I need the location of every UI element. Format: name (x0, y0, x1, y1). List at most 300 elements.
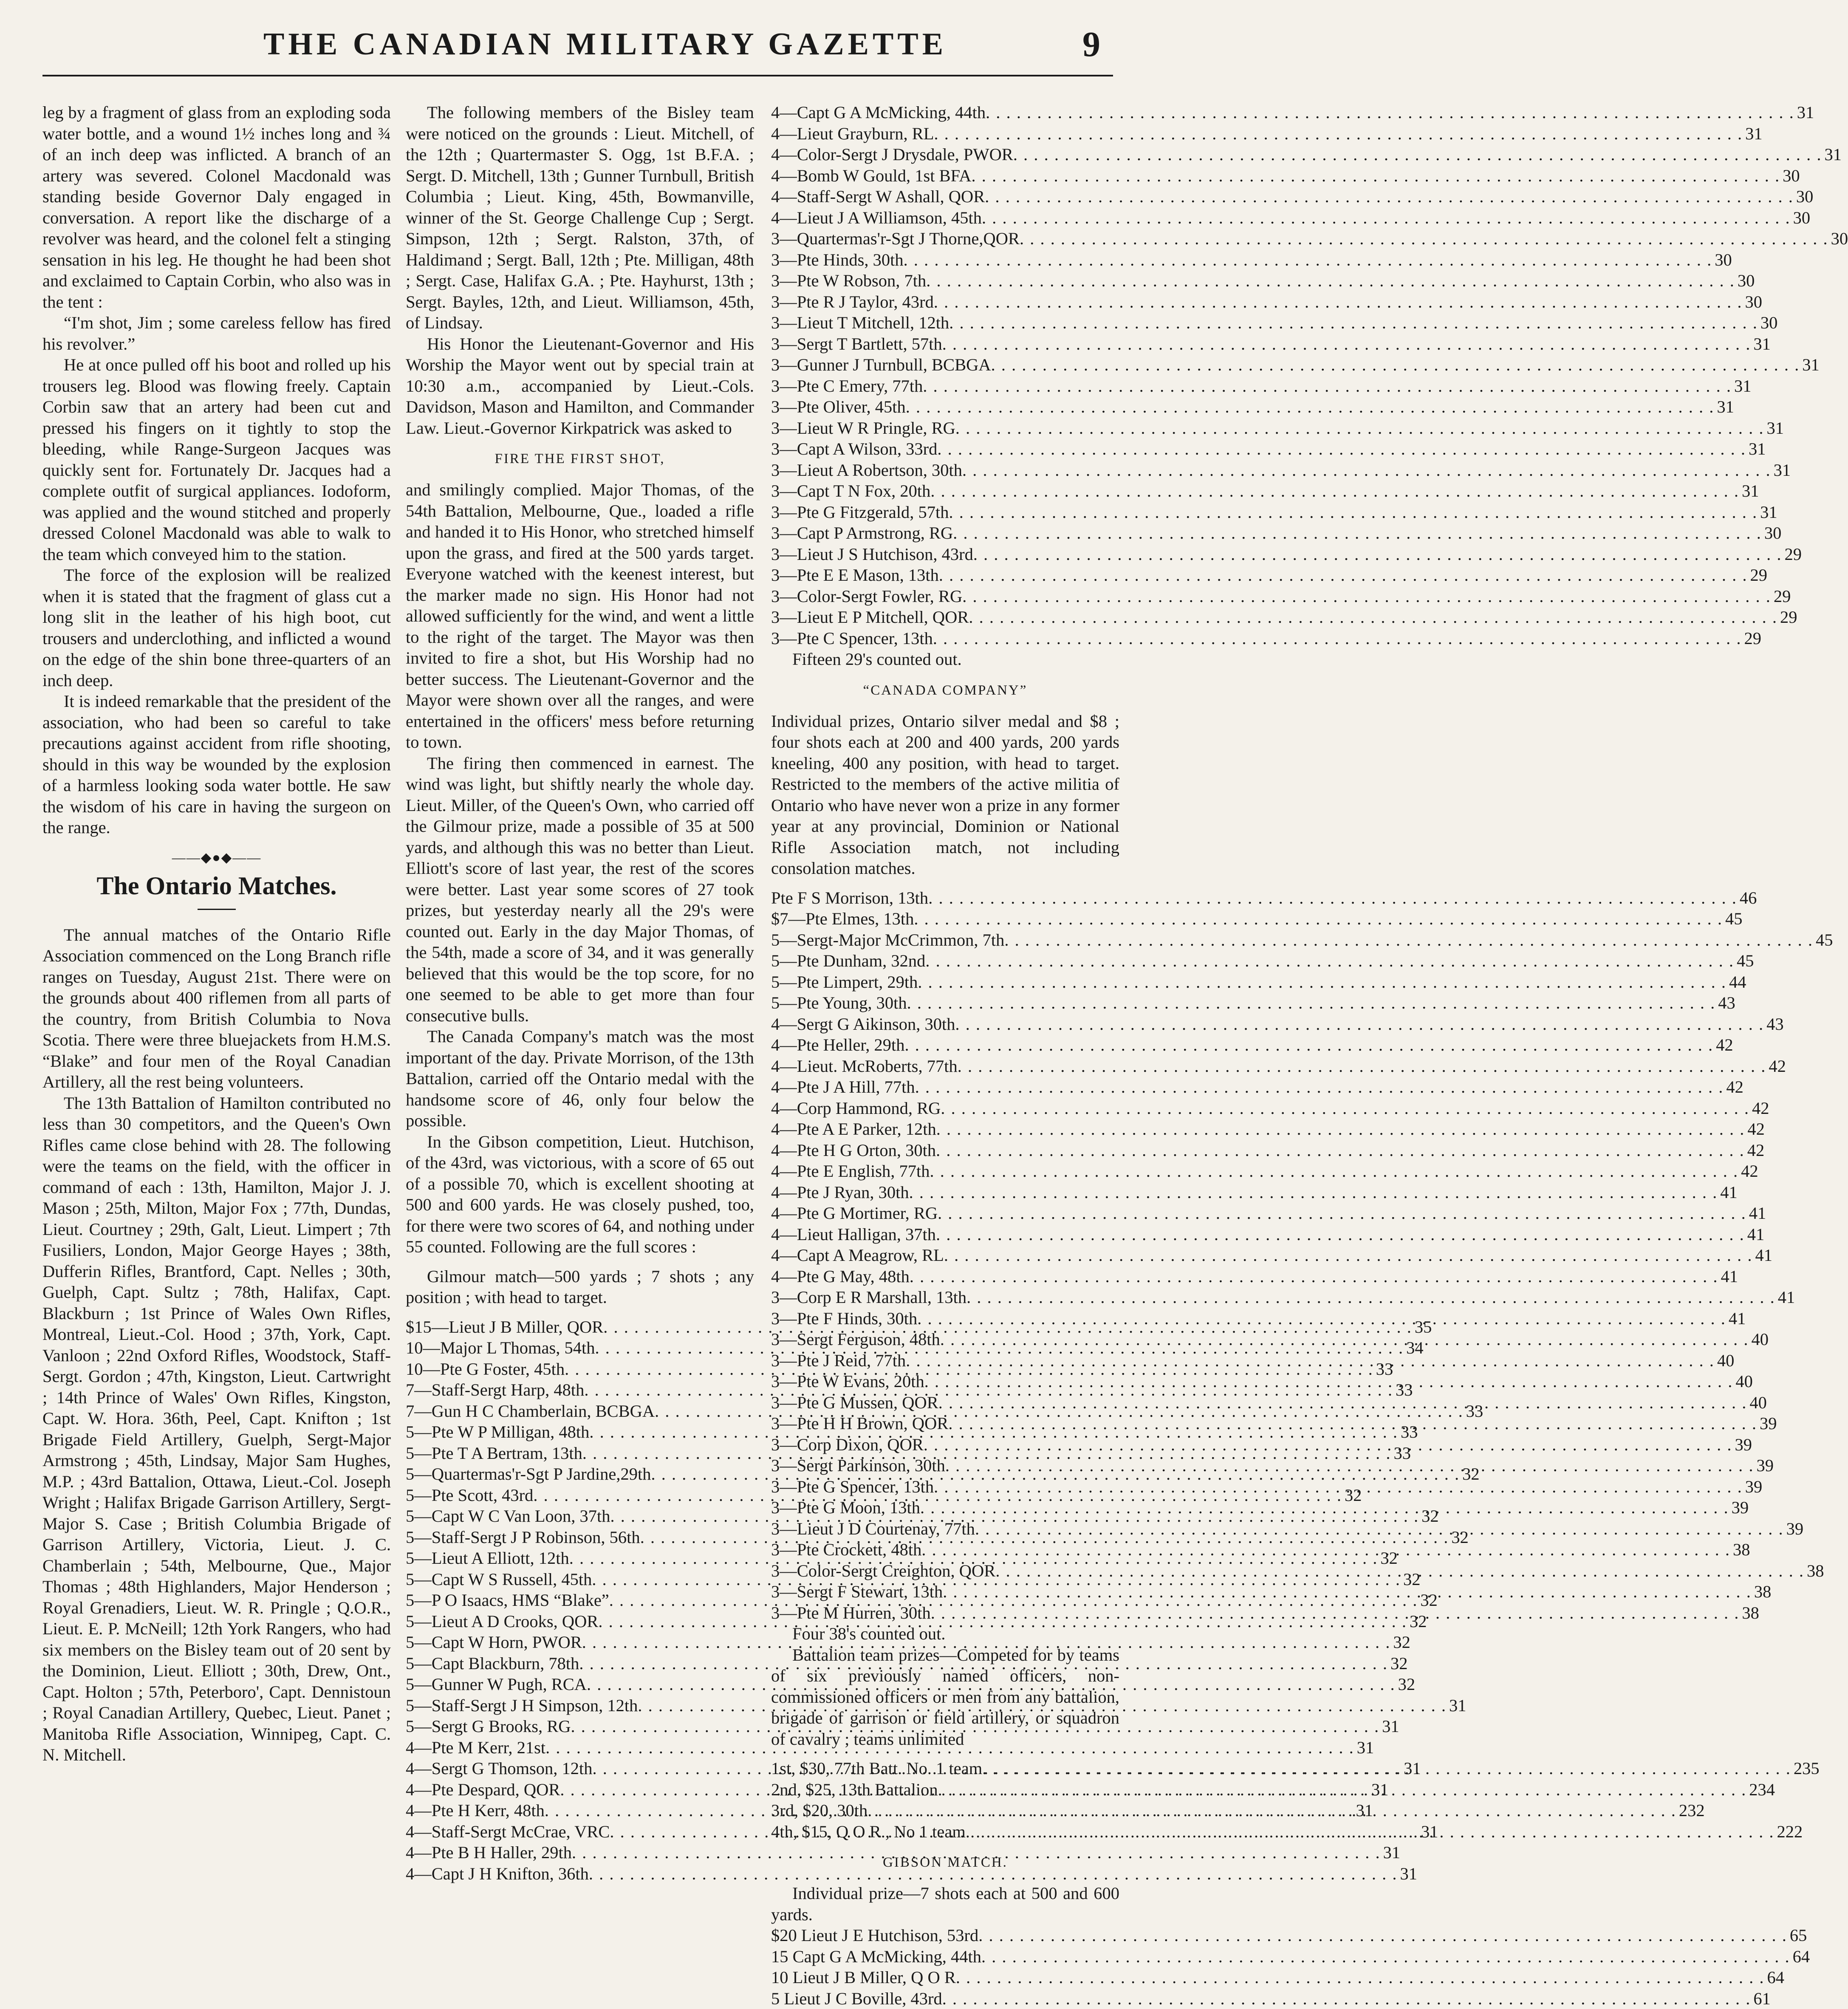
competitor-name: 5—Gunner W Pugh, RCA (406, 1674, 587, 1695)
gibson-scores-list (771, 1925, 1119, 2009)
article-paragraph: “I'm shot, Jim ; some careless fellow has fired his revolver.” (42, 312, 391, 354)
competitor-name: 3—Sergt Parkinson, 30th (771, 1455, 945, 1476)
canada-company-scores-list (771, 887, 1119, 1624)
score-row (771, 1056, 1119, 1077)
competitor-name: 1st, $30, 77th Batt. No. 1 team (771, 1758, 982, 1779)
score-row (771, 228, 1119, 249)
competitor-score: 39 (1729, 1497, 1749, 1518)
article-paragraph: The force of the explosion will be realized when it is stated that the fragment of glass cut a long slit in the leather of his high boot, cut trousers and underclothing, and inflicted a wound on the edge of the shin bone three-quarters of an inch deep. (42, 565, 391, 691)
score-row (406, 1401, 754, 1422)
competitor-name: 4—Pte J Ryan, 30th (771, 1182, 909, 1203)
competitor-score: 29 (1777, 607, 1797, 628)
score-row (406, 1443, 754, 1464)
competitor-name: 5—Pte Dunham, 32nd (771, 950, 925, 972)
competitor-name: 5—Sergt G Brooks, RG (406, 1716, 571, 1737)
competitor-score: 234 (1746, 1779, 1775, 1800)
dot-leader (944, 1245, 1753, 1266)
competitor-score: 31 (1398, 1863, 1418, 1885)
newspaper-title: THE CANADIAN MILITARY GAZETTE (263, 26, 947, 62)
score-row (406, 1800, 754, 1821)
dot-leader (991, 354, 1800, 376)
score-row (771, 165, 1119, 186)
article-paragraph: and smilingly complied. Major Thomas, of the 54th Battalion, Melbourne, Que., loaded a rifle and handed it to His Honor, who stretched himself upon the grass, and fired at the 500 yards target. Everyone watched with the keenest interest, but the marker made no sign. His Honor had not allowed sufficiently for the wind, and went a little to the right of the target. The Mayor was then invited to fire a shot, but His Worship had no better success. The Lieutenant-Governor and the Mayor were shown over all the ranges, and were entertained in the officers' mess before returning to town. (406, 479, 754, 753)
competitor-name: 3—Pte E E Mason, 13th (771, 565, 939, 586)
competitor-score: 30 (1735, 270, 1755, 291)
score-row (771, 565, 1119, 586)
score-row (771, 1497, 1119, 1518)
dot-leader (969, 607, 1777, 628)
competitor-score: 38 (1730, 1539, 1750, 1560)
competitor-name: 3—Lieut E P Mitchell, QOR (771, 607, 969, 628)
article-paragraph: leg by a fragment of glass from an exploding soda water bottle, and a wound 1½ inches long and ¾ of an inch deep was inflicted. A branch of an artery was severed. Colonel Macdonald was standing beside Governor Daly engaged in conversation. A report like the discharge of a revolver was heard, and the colonel felt a stinging sensation in his leg. He thought he had been shot and exclaimed to Captain Corbin, who also was in the tent : (42, 102, 391, 312)
score-row (771, 1329, 1119, 1350)
score-row (771, 1371, 1119, 1392)
score-row (771, 1800, 1119, 1821)
competitor-name: 3rd, $20, 30th (771, 1800, 867, 1821)
competitor-score: 41 (1718, 1182, 1738, 1203)
score-row (406, 1779, 754, 1800)
ornament-divider: ——◆●◆—— (42, 838, 391, 868)
dot-leader (939, 565, 1748, 586)
competitor-name: 3—Pte G Mussen, QOR (771, 1392, 938, 1413)
competitor-name: 3—Pte M Hurren, 30th (771, 1602, 931, 1624)
competitor-name: 3—Pte C Emery, 77th (771, 376, 923, 397)
competitor-name: $20 Lieut J E Hutchison, 53rd (771, 1925, 978, 1946)
subheading-fire-first-shot: FIRE THE FIRST SHOT, (406, 450, 754, 467)
competitor-score: 39 (1754, 1455, 1774, 1476)
score-row (771, 376, 1119, 397)
match-description: Individual prizes, Ontario silver medal and $8 ; four shots each at 200 and 400 yards, 200 yards kneeling, 400 any position, with head to target. Restricted to the members of the active militia of Ontario who have never won a prize in any former year at any provincial, Dominion or National Rifle Association match, not including consolation matches. (771, 711, 1119, 879)
dot-leader (966, 1287, 1775, 1308)
column-3 (771, 102, 1119, 2009)
dot-leader (962, 460, 1771, 481)
competitor-score: 42 (1766, 1056, 1786, 1077)
competitor-score: 32 (1378, 1548, 1398, 1569)
score-row (771, 438, 1119, 460)
competitor-name: 3—Capt A Wilson, 33rd (771, 438, 937, 460)
dot-leader (940, 1329, 1749, 1350)
competitor-name: 2nd, $25, 13th Battalion (771, 1779, 938, 1800)
article-paragraph: The firing then commenced in earnest. The wind was light, but shiftly nearly the whole day. Lieut. Miller, of the Queen's Own, who carried off the Gilmour prize, made a possible of 35 at 500 yards, and although this was no better than Lieut. Elliott's score of last year, the rest of the scores were better. Last year some scores of 27 took prizes, but yesterday nearly all the 29's were counted out. Early in the day Major Thomas, of the 54th, made a score of 34, and it was generally believed that this would be the top score, for no one seemed to be able to get more than four consecutive bulls. (406, 753, 754, 1026)
score-row (771, 930, 1119, 951)
score-row (771, 972, 1119, 993)
competitor-score: 46 (1737, 887, 1757, 909)
dot-leader (931, 1602, 1740, 1624)
competitor-name: 5—Capt Blackburn, 78th (406, 1653, 579, 1674)
competitor-name: 4—Color-Sergt J Drysdale, PWOR (771, 144, 1013, 165)
score-row (406, 1716, 754, 1737)
dot-leader (1020, 228, 1828, 249)
competitor-name: 3—Pte Oliver, 45th (771, 396, 906, 418)
score-row (771, 1779, 1119, 1800)
score-row (771, 1455, 1119, 1476)
competitor-name: 4—Pte J A Hill, 77th (771, 1077, 915, 1098)
competitor-name: 4—Lieut Grayburn, RL (771, 123, 934, 144)
dot-leader (920, 1497, 1729, 1518)
competitor-name: 10—Pte G Foster, 45th (406, 1359, 565, 1380)
competitor-score: 33 (1391, 1443, 1411, 1464)
competitor-name: 3—Pte J Reid, 77th (771, 1350, 906, 1371)
competitor-name: 4—Sergt G Aikinson, 30th (771, 1014, 955, 1035)
score-row (771, 502, 1119, 523)
dot-leader (936, 1140, 1745, 1161)
competitor-score: 30 (1780, 165, 1800, 186)
competitor-score: 40 (1747, 1392, 1767, 1413)
dot-leader (904, 1034, 1713, 1056)
competitor-score: 31 (1381, 1842, 1401, 1863)
dot-leader (975, 1518, 1784, 1540)
competitor-name: 4—Capt A Meagrow, RL (771, 1245, 944, 1266)
competitor-score: 45 (1723, 908, 1743, 930)
competitor-name: 4—Capt G A McMicking, 44th (771, 102, 986, 123)
masthead (42, 24, 1113, 76)
dot-leader (936, 1119, 1745, 1140)
competitor-name: 3—Pte H H Brown, QOR (771, 1413, 948, 1434)
competitor-name: 3—Pte Hinds, 30th (771, 249, 904, 271)
competitor-name: 3—Lieut J S Hutchison, 43rd (771, 544, 973, 565)
competitor-score: 32 (1401, 1569, 1421, 1590)
article-paragraph: The annual matches of the Ontario Rifle Association commenced on the Long Branch rifle ranges on Tuesday, August 21st. There were on the grounds about 400 riflemen from all parts of the country, from British Columbia to Nova Scotia. There were three bluejackets from H.M.S. “Blake” and four men of the Royal Canadian Artillery, all the rest being volunteers. (42, 924, 391, 1093)
score-row (771, 418, 1119, 439)
dot-leader (934, 123, 1743, 144)
competitor-name: 4—Pte H G Orton, 30th (771, 1140, 936, 1161)
dot-leader (938, 1203, 1746, 1224)
score-row (406, 1821, 754, 1842)
competitor-name: 3—Pte Crockett, 48th (771, 1539, 921, 1560)
competitor-name: 3—Lieut W R Pringle, RG (771, 418, 955, 439)
dot-leader (907, 992, 1716, 1014)
competitor-name: 4—Pte Despard, QOR (406, 1779, 560, 1800)
dot-leader (906, 1350, 1715, 1371)
competitor-name: 4—Capt J H Knifton, 36th (406, 1863, 589, 1885)
competitor-name: 5—Sergt-Major McCrimmon, 7th (771, 930, 1004, 951)
competitor-score: 40 (1749, 1329, 1769, 1350)
score-row (771, 270, 1119, 291)
competitor-score: 31 (1732, 376, 1752, 397)
competitor-score: 33 (1373, 1359, 1393, 1380)
competitor-name: 3—Sergt F Stewart, 13th (771, 1581, 943, 1602)
score-row (771, 1560, 1119, 1582)
column-2 (406, 102, 754, 1884)
score-row (771, 887, 1119, 909)
score-row (771, 523, 1119, 544)
competitor-score: 29 (1741, 628, 1761, 649)
article-paragraph: It is indeed remarkable that the president of the association, who had been so careful to take precautions against accident from rifle shooting, should in this way be wounded by the explosion of a harmless looking soda water bottle. He saw the wisdom of his care in having the surgeon on the range. (42, 691, 391, 838)
competitor-score: 31 (1739, 480, 1759, 502)
article-paragraph: The 13th Battalion of Hamilton contributed no less than 30 competitors, and the Queen's Own Rifles came close behind with 28. The following were the teams on the field, with the officer in command of each : 13th, Hamilton, Major J. J. Mason ; 25th, Milton, Major Fox ; 77th, Dundas, Lieut. Courtney ; 29th, Galt, Lieut. Limpert ; 7th Fusiliers, London, Major George Hayes ; 38th, Dufferin Rifles, Brantford, Capt. Nelles ; 30th, Guelph, Capt. Sultz ; 78th, Halifax, Capt. Blackburn ; 1st Prince of Wales Own Rifles, Montreal, Lieut.-Col. Hood ; 37th, York, Capt. Vanloon ; 22nd Oxford Rifles, Woodstock, Staff-Sergt. Gordon ; 47th, Kingston, Lieut. Cartwright ; 14th Prince of Wales' Own Rifles, Kingston, Capt. W. Hora. 36th, Peel, Capt. Knifton ; 1st Brigade Field Artillery, Guelph, Sergt-Major Armstrong ; 45th, Lindsay, Major Sam Hughes, M.P. ; 43rd Battalion, Ottawa, Lieut.-Col. Joseph Wright ; Halifax Brigade Garrison Artillery, Sergt-Major S. Case ; British Columbia Brigade of Garrison Artillery, Victoria, Lieut. J. C. Chamberlain ; 54th, Melbourne, Que., Major Thomas ; 48th Highlanders, Major Henderson ; Royal Grenadiers, Lieut. W. R. Pringle ; Q.O.R., Lieut. E. P. McNeill; 12th York Rangers, who had six members on the Bisley team out of 20 sent by the Dominion, Lieut. Elliott ; 30th, Drew, Ont., Capt. Holton ; 57th, Peterboro', Capt. Dennistoun ; Royal Canadian Artillery, Quebec, Lieut. Panet ; Manitoba Rifle Association, Winnipeg, Capt. C. N. Mitchell. (42, 1093, 391, 1766)
competitor-name: 3—Pte C Spencer, 13th (771, 628, 933, 649)
competitor-name: $7—Pte Elmes, 13th (771, 908, 914, 930)
gilmour-scores-list-continued (771, 102, 1119, 649)
score-row (406, 1548, 754, 1569)
dot-leader (942, 333, 1751, 355)
competitor-name: 4—Pte G May, 48th (771, 1266, 910, 1287)
score-row (771, 207, 1119, 229)
dot-leader (945, 1455, 1754, 1476)
competitor-score: 31 (1822, 144, 1842, 165)
article-paragraph: His Honor the Lieutenant-Governor and His Worship the Mayor went out by special train at 10:30 a.m., accompanied by Lieut.-Cols. Davidson, Mason and Hamilton, and Commander Law. Lieut.-Governor Kirkpatrick was asked to (406, 333, 754, 439)
competitor-score: 32 (1418, 1590, 1438, 1611)
competitor-score: 29 (1747, 565, 1767, 586)
dot-leader (926, 270, 1735, 291)
competitor-score: 31 (1353, 1800, 1373, 1821)
competitor-score: 31 (1401, 1758, 1421, 1779)
dot-leader (917, 1308, 1726, 1329)
competitor-name: 4—Corp Hammond, RG (771, 1098, 941, 1119)
competitor-score: 42 (1749, 1098, 1769, 1119)
competitor-name: 4—Pte B H Haller, 29th (406, 1842, 572, 1863)
competitor-name: 5—Capt W S Russell, 45th (406, 1569, 592, 1590)
competitor-name: 5—Staff-Sergt J P Robinson, 56th (406, 1527, 640, 1548)
competitor-score: 31 (1771, 460, 1791, 481)
competitor-score: 30 (1712, 249, 1732, 271)
dot-leader (949, 502, 1758, 523)
score-row (771, 123, 1119, 144)
competitor-name: 5—Lieut A D Crooks, QOR (406, 1611, 598, 1632)
competitor-score: 41 (1752, 1245, 1772, 1266)
competitor-name: 3—Corp Dixon, QOR (771, 1434, 924, 1455)
dot-leader (982, 207, 1791, 229)
score-row (771, 396, 1119, 418)
competitor-name: 3—Color-Sergt Fowler, RG (771, 586, 962, 607)
competitor-name: 5—Pte Limpert, 29th (771, 972, 918, 993)
dot-leader (921, 1539, 1730, 1560)
dot-leader (955, 1014, 1764, 1035)
competitor-name: 5—Pte W P Milligan, 48th (406, 1421, 589, 1443)
dot-leader (986, 102, 1794, 123)
score-row (771, 1140, 1119, 1161)
competitor-score: 31 (1369, 1779, 1389, 1800)
score-row (771, 460, 1119, 481)
competitor-name: 3—Quartermas'r-Sgt J Thorne,QOR (771, 228, 1020, 249)
competitor-score: 33 (1464, 1401, 1483, 1422)
dot-leader (982, 1758, 1791, 1779)
competitor-score: 29 (1771, 586, 1791, 607)
competitor-score: 42 (1724, 1077, 1743, 1098)
competitor-score: 232 (1676, 1800, 1705, 1821)
competitor-score: 61 (1751, 1988, 1771, 2009)
competitor-score: 32 (1396, 1674, 1416, 1695)
section-heading: The Ontario Matches. (42, 868, 391, 904)
dot-leader (956, 1967, 1765, 1988)
score-row (771, 144, 1119, 165)
score-row (406, 1337, 754, 1359)
score-row (771, 480, 1119, 502)
dot-leader (949, 312, 1758, 333)
score-row (771, 1758, 1119, 1779)
score-row (406, 1737, 754, 1758)
competitor-score: 30 (1828, 228, 1848, 249)
dot-leader (867, 1800, 1676, 1821)
competitor-score: 31 (1354, 1737, 1374, 1758)
competitor-score: 42 (1713, 1034, 1733, 1056)
competitor-score: 31 (1418, 1821, 1438, 1842)
score-row (406, 1506, 754, 1527)
score-row (771, 1434, 1119, 1455)
score-row (771, 1034, 1119, 1056)
article-paragraph: The following members of the Bisley team were noticed on the grounds : Lieut. Mitchell, of the 12th ; Quartermaster S. Ogg, 1st B.F.A. ; Sergt. D. Mitchell, 13th ; Gunner Turnbull, British Columbia ; Lieut. King, 45th, Bowmanville, winner of the St. George Challenge Cup ; Sergt. Simpson, 12th ; Sergt. Ralston, 37th, of Haldimand ; Sergt. Ball, 12th ; Pte. Milligan, 48th ; Sergt. Case, Halifax G.A. ; Pte. Hayhurst, 13th ; Sergt. Bayles, 12th, and Lieut. Williamson, 45th, of Lindsay. (406, 102, 754, 333)
competitor-name: 3—Gunner J Turnbull, BCBGA (771, 354, 991, 376)
dot-leader (1013, 144, 1822, 165)
score-row (771, 354, 1119, 376)
dot-leader (930, 480, 1739, 502)
competitor-score: 222 (1774, 1821, 1803, 1842)
score-row (771, 333, 1119, 355)
score-row (771, 1266, 1119, 1287)
score-row (771, 1392, 1119, 1413)
competitor-name: 3—Lieut A Robertson, 30th (771, 460, 962, 481)
dot-leader (915, 1077, 1724, 1098)
score-row (771, 186, 1119, 207)
competitor-name: 5 Lieut J C Boville, 43rd (771, 1988, 942, 2009)
competitor-name: 3—Color-Sergt Creighton, QOR (771, 1560, 995, 1582)
score-row (406, 1695, 754, 1716)
competitor-score: 39 (1732, 1434, 1752, 1455)
dot-leader (928, 887, 1737, 909)
competitor-score: 31 (1800, 354, 1820, 376)
competitor-name: 4—Staff-Sergt W Ashall, QOR (771, 186, 985, 207)
dot-leader (924, 1371, 1733, 1392)
score-row (771, 1182, 1119, 1203)
competitor-name: 4—Pte A E Parker, 12th (771, 1119, 936, 1140)
score-row (771, 1203, 1119, 1224)
competitor-name: 5—Pte Young, 30th (771, 992, 907, 1014)
dot-leader (948, 1413, 1757, 1434)
competitor-score: 33 (1393, 1379, 1413, 1401)
competitor-name: 7—Staff-Sergt Harp, 48th (406, 1379, 584, 1401)
competitor-name: 3—Sergt T Bartlett, 57th (771, 333, 942, 355)
competitor-name: 4—Pte E English, 77th (771, 1161, 930, 1182)
competitor-score: 30 (1762, 523, 1782, 544)
competitor-name: 4—Pte M Kerr, 21st (406, 1737, 545, 1758)
competitor-name: 3—Lieut T Mitchell, 12th (771, 312, 949, 333)
score-row (771, 1308, 1119, 1329)
battalion-scores-list (771, 1758, 1119, 1842)
competitor-score: 42 (1738, 1161, 1758, 1182)
competitor-score: 30 (1758, 312, 1778, 333)
match-description: Individual prize—7 shots each at 500 and 600 yards. (771, 1883, 1119, 1925)
competitor-name: 4—Sergt G Thomson, 12th (406, 1758, 593, 1779)
competitor-score: 32 (1388, 1653, 1408, 1674)
competitor-name: 3—Capt T N Fox, 20th (771, 480, 930, 502)
score-row (406, 1590, 754, 1611)
competitor-score: 29 (1782, 544, 1802, 565)
competitor-name: 3—Pte G Spencer, 13th (771, 1476, 934, 1498)
score-row (771, 1413, 1119, 1434)
article-paragraph: In the Gibson competition, Lieut. Hutchison, of the 43rd, was victorious, with a score of 65 out of a possible 70, which is excellent shooting at 500 and 600 yards. He was closely pushed, too, for there were two scores of 64, and nothing under 55 counted. Following are the full scores : (406, 1131, 754, 1257)
dot-leader (934, 291, 1743, 313)
score-row (406, 1842, 754, 1863)
dot-leader (924, 1434, 1732, 1455)
score-row (406, 1569, 754, 1590)
subheading-gibson-match: GIBSON MATCH. (771, 1854, 1119, 1871)
competitor-score: 40 (1715, 1350, 1735, 1371)
competitor-name: 5—Staff-Sergt J H Simpson, 12th (406, 1695, 638, 1716)
competitor-score: 31 (1794, 102, 1814, 123)
competitor-score: 32 (1419, 1506, 1439, 1527)
score-row (771, 1988, 1119, 2009)
competitor-score: 235 (1791, 1758, 1820, 1779)
competitor-name: 5—Capt W C Van Loon, 37th (406, 1506, 610, 1527)
dot-leader (934, 1476, 1743, 1498)
competitor-score: 32 (1407, 1611, 1427, 1632)
score-row (771, 1581, 1119, 1602)
dot-leader (938, 1779, 1747, 1800)
score-row (406, 1863, 754, 1885)
competitor-name: 4—Lieut Halligan, 37th (771, 1224, 936, 1245)
competitor-score: 31 (1379, 1716, 1399, 1737)
dot-leader (941, 1098, 1749, 1119)
competitor-score: 41 (1746, 1203, 1766, 1224)
dot-leader (918, 972, 1726, 993)
competitor-name: 5—P O Isaacs, HMS “Blake” (406, 1590, 609, 1611)
competitor-score: 32 (1460, 1464, 1480, 1485)
competitor-score: 45 (1734, 950, 1754, 972)
competitor-name: 3—Pte W Evans, 20th (771, 1371, 924, 1392)
competitor-name: 3—Lieut J D Courtenay, 77th (771, 1518, 975, 1540)
score-row (406, 1674, 754, 1695)
competitor-name: 7—Gun H C Chamberlain, BCBGA (406, 1401, 655, 1422)
competitor-score: 40 (1733, 1371, 1753, 1392)
score-row (771, 1077, 1119, 1098)
score-row (771, 586, 1119, 607)
competitor-name: 4—Pte Heller, 29th (771, 1034, 904, 1056)
competitor-name: 4—Lieut. McRoberts, 77th (771, 1056, 958, 1077)
subheading-canada-company: “CANADA COMPANY” (771, 682, 1119, 699)
competitor-name: 3—Pte F Hinds, 30th (771, 1308, 917, 1329)
competitor-score: 32 (1342, 1485, 1362, 1506)
competitor-name: 4—Pte H Kerr, 48th (406, 1800, 545, 1821)
score-row (771, 992, 1119, 1014)
competitor-name: 4th, $15, Q O R., No 1 team (771, 1821, 966, 1842)
competitor-score: 41 (1745, 1224, 1765, 1245)
score-row (771, 1518, 1119, 1540)
competitor-score: 38 (1804, 1560, 1824, 1582)
dot-leader (973, 544, 1782, 565)
competitor-score: 32 (1390, 1632, 1410, 1653)
score-row (771, 1287, 1119, 1308)
dot-leader (904, 249, 1712, 271)
dot-leader (909, 1182, 1718, 1203)
article-paragraph: The Canada Company's match was the most important of the day. Private Morrison, of the 13th Battalion, carried off the Ontario medal with the handsome score of 46, only four below the possible. (406, 1026, 754, 1131)
competitor-score: 31 (1743, 123, 1763, 144)
competitor-score: 38 (1752, 1581, 1772, 1602)
competitor-score: 65 (1787, 1925, 1807, 1946)
dot-leader (955, 418, 1764, 439)
competitor-score: 64 (1765, 1967, 1785, 1988)
score-row (406, 1527, 754, 1548)
competitor-name: 10 Lieut J B Miller, Q O R (771, 1967, 956, 1988)
dot-leader (942, 1988, 1751, 2009)
competitor-score: 43 (1715, 992, 1735, 1014)
score-row (771, 607, 1119, 628)
competitor-name: 5—Pte Scott, 43rd (406, 1485, 533, 1506)
score-row (771, 1946, 1119, 1967)
competitor-name: 5—Capt W Horn, PWOR (406, 1632, 582, 1653)
dot-leader (981, 1946, 1790, 1967)
score-row (406, 1758, 754, 1779)
competitor-name: 10—Major L Thomas, 54th (406, 1337, 595, 1359)
dot-leader (958, 1056, 1766, 1077)
score-row (406, 1317, 754, 1338)
page-number: 9 (1082, 24, 1100, 65)
competitor-name: Pte F S Morrison, 13th (771, 887, 928, 909)
score-row (406, 1359, 754, 1380)
dot-leader (962, 586, 1771, 607)
competitor-name: 3—Corp E R Marshall, 13th (771, 1287, 966, 1308)
dot-leader (925, 950, 1734, 972)
dot-leader (906, 396, 1715, 418)
